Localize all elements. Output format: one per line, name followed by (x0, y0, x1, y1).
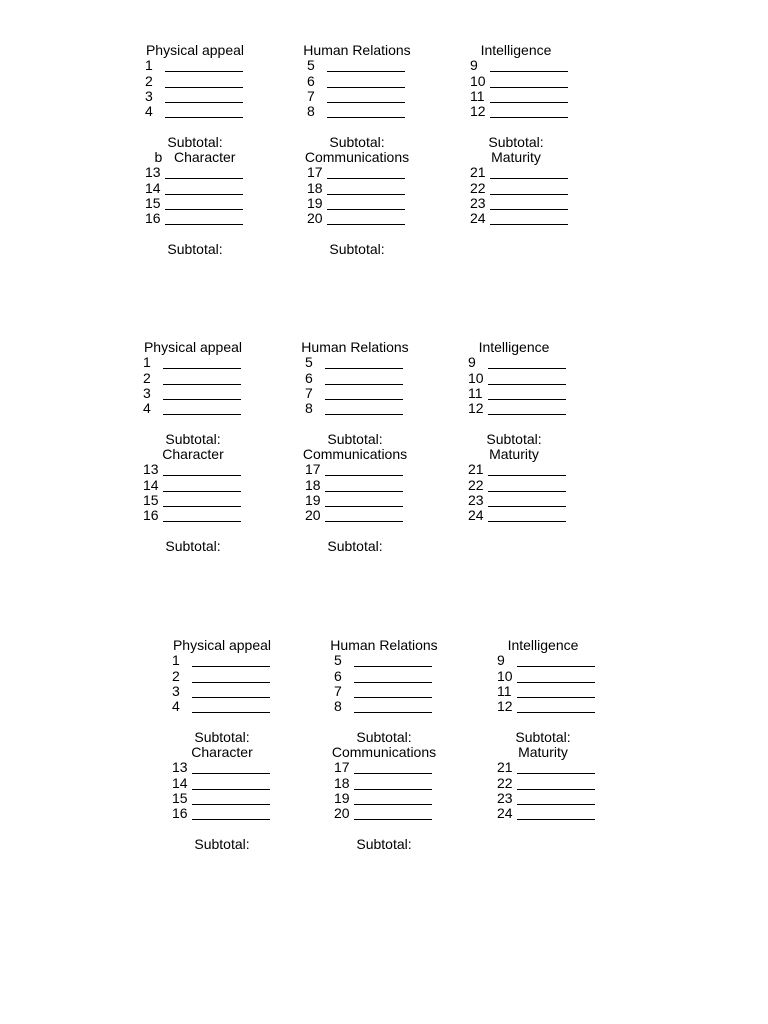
answer-blank[interactable] (165, 90, 243, 103)
score-row (301, 400, 403, 416)
score-row (464, 461, 566, 477)
item-number: 3 (172, 683, 180, 699)
answer-blank[interactable] (165, 75, 243, 88)
answer-blank[interactable] (517, 761, 595, 774)
item-number: 16 (145, 210, 161, 226)
score-row (139, 385, 241, 401)
answer-blank[interactable] (325, 356, 403, 369)
answer-blank[interactable] (488, 372, 566, 385)
answer-blank[interactable] (327, 105, 405, 118)
item-number: 1 (172, 652, 180, 668)
answer-blank[interactable] (192, 670, 270, 683)
score-row (303, 195, 405, 211)
answer-blank[interactable] (192, 807, 270, 820)
score-row (141, 57, 243, 73)
answer-blank[interactable] (490, 75, 568, 88)
score-row (141, 103, 243, 119)
answer-blank[interactable] (192, 685, 270, 698)
item-number: 15 (172, 790, 188, 806)
score-row (168, 790, 270, 806)
category-heading: Human Relations (330, 637, 438, 653)
answer-blank[interactable] (490, 90, 568, 103)
item-number: 22 (470, 180, 486, 196)
score-row (493, 790, 595, 806)
score-row (303, 210, 405, 226)
item-number: 16 (143, 507, 159, 523)
score-row (466, 210, 568, 226)
score-row (303, 57, 405, 73)
category-heading: Intelligence (478, 339, 550, 355)
answer-blank[interactable] (163, 463, 241, 476)
score-row (301, 507, 403, 523)
item-number: 17 (305, 461, 321, 477)
score-row (466, 103, 568, 119)
subtotal-label: Subtotal: (194, 729, 250, 745)
item-number: 15 (143, 492, 159, 508)
subtotal-label: Subtotal: (327, 431, 383, 447)
category-heading: Physical appeal (143, 339, 243, 355)
score-row (139, 492, 241, 508)
item-number: 21 (468, 461, 484, 477)
answer-blank[interactable] (517, 670, 595, 683)
item-number: 5 (307, 57, 315, 73)
answer-blank[interactable] (325, 494, 403, 507)
answer-blank[interactable] (490, 166, 568, 179)
subtotal-label: Subtotal: (488, 134, 544, 150)
score-row (493, 775, 595, 791)
answer-blank[interactable] (517, 807, 595, 820)
score-row (168, 759, 270, 775)
answer-blank[interactable] (327, 59, 405, 72)
score-row (139, 507, 241, 523)
answer-blank[interactable] (517, 792, 595, 805)
subtotal-label: Subtotal: (165, 538, 221, 554)
item-number: 6 (307, 73, 315, 89)
item-number: 23 (497, 790, 513, 806)
category-heading: Maturity (491, 149, 541, 165)
subtotal-label: Subtotal: (356, 836, 412, 852)
score-row (464, 492, 566, 508)
answer-blank[interactable] (517, 700, 595, 713)
item-number: 9 (468, 354, 476, 370)
score-row (464, 477, 566, 493)
score-sheet-3 (168, 637, 648, 877)
item-number: 5 (334, 652, 342, 668)
item-number: 19 (307, 195, 323, 211)
item-number: 10 (468, 370, 484, 386)
score-row (141, 210, 243, 226)
score-row (466, 88, 568, 104)
item-number: 21 (470, 164, 486, 180)
subtotal-label: Subtotal: (515, 729, 571, 745)
answer-blank[interactable] (192, 700, 270, 713)
item-number: 14 (172, 775, 188, 791)
answer-blank[interactable] (488, 509, 566, 522)
answer-blank[interactable] (490, 212, 568, 225)
answer-blank[interactable] (354, 792, 432, 805)
category-heading: Communications (331, 744, 437, 760)
item-number: 8 (307, 103, 315, 119)
item-number: 23 (470, 195, 486, 211)
answer-blank[interactable] (192, 777, 270, 790)
score-sheet-1 (141, 42, 621, 282)
score-row (168, 805, 270, 821)
score-row (168, 668, 270, 684)
score-row (303, 88, 405, 104)
category-heading: b Character (154, 149, 236, 165)
answer-blank[interactable] (165, 105, 243, 118)
category-heading: Communications (302, 446, 408, 462)
item-number: 17 (334, 759, 350, 775)
score-row (139, 354, 241, 370)
item-number: 7 (334, 683, 342, 699)
score-row (330, 698, 432, 714)
answer-blank[interactable] (325, 463, 403, 476)
answer-blank[interactable] (165, 182, 243, 195)
item-number: 11 (497, 683, 512, 699)
item-number: 7 (307, 88, 315, 104)
answer-blank[interactable] (163, 372, 241, 385)
subtotal-label: Subtotal: (167, 134, 223, 150)
score-row (301, 354, 403, 370)
answer-blank[interactable] (327, 90, 405, 103)
item-number: 24 (497, 805, 513, 821)
item-number: 8 (305, 400, 313, 416)
answer-blank[interactable] (354, 654, 432, 667)
answer-blank[interactable] (163, 402, 241, 415)
score-row (303, 103, 405, 119)
answer-blank[interactable] (354, 761, 432, 774)
item-number: 8 (334, 698, 342, 714)
item-number: 24 (470, 210, 486, 226)
item-number: 3 (143, 385, 151, 401)
score-row (493, 759, 595, 775)
item-number: 20 (305, 507, 321, 523)
answer-blank[interactable] (325, 387, 403, 400)
answer-blank[interactable] (163, 479, 241, 492)
item-number: 20 (307, 210, 323, 226)
item-number: 4 (145, 103, 153, 119)
answer-blank[interactable] (354, 807, 432, 820)
score-row (493, 805, 595, 821)
subtotal-label: Subtotal: (167, 241, 223, 257)
score-row (301, 477, 403, 493)
answer-blank[interactable] (163, 356, 241, 369)
category-heading: Intelligence (480, 42, 552, 58)
category-heading: Character (162, 446, 224, 462)
score-row (466, 195, 568, 211)
item-number: 9 (470, 57, 478, 73)
answer-blank[interactable] (192, 792, 270, 805)
answer-blank[interactable] (354, 777, 432, 790)
answer-blank[interactable] (517, 777, 595, 790)
item-number: 1 (145, 57, 153, 73)
score-row (141, 180, 243, 196)
category-heading: Maturity (489, 446, 539, 462)
answer-blank[interactable] (517, 654, 595, 667)
category-heading: Communications (304, 149, 410, 165)
answer-blank[interactable] (488, 402, 566, 415)
score-row (330, 683, 432, 699)
item-number: 21 (497, 759, 513, 775)
item-number: 14 (145, 180, 161, 196)
score-row (303, 164, 405, 180)
item-number: 17 (307, 164, 323, 180)
score-row (301, 461, 403, 477)
answer-blank[interactable] (488, 387, 566, 400)
item-number: 4 (172, 698, 180, 714)
score-row (141, 73, 243, 89)
item-number: 7 (305, 385, 313, 401)
answer-blank[interactable] (325, 402, 403, 415)
answer-blank[interactable] (490, 105, 568, 118)
subtotal-label: Subtotal: (165, 431, 221, 447)
score-row (301, 492, 403, 508)
category-heading: Character (191, 744, 253, 760)
score-row (139, 461, 241, 477)
answer-blank[interactable] (488, 356, 566, 369)
score-row (464, 400, 566, 416)
score-row (330, 759, 432, 775)
item-number: 1 (143, 354, 151, 370)
answer-blank[interactable] (488, 463, 566, 476)
answer-blank[interactable] (327, 212, 405, 225)
category-heading: Physical appeal (172, 637, 272, 653)
item-number: 16 (172, 805, 188, 821)
item-number: 19 (305, 492, 321, 508)
answer-blank[interactable] (165, 59, 243, 72)
score-row (466, 180, 568, 196)
score-row (493, 668, 595, 684)
item-number: 10 (470, 73, 486, 89)
category-heading: Intelligence (507, 637, 579, 653)
score-row (330, 668, 432, 684)
score-row (141, 88, 243, 104)
score-row (464, 507, 566, 523)
item-number: 13 (172, 759, 188, 775)
answer-blank[interactable] (517, 685, 595, 698)
score-row (301, 385, 403, 401)
score-row (464, 385, 566, 401)
answer-blank[interactable] (163, 494, 241, 507)
score-row (139, 370, 241, 386)
score-row (168, 652, 270, 668)
item-number: 18 (307, 180, 323, 196)
subtotal-label: Subtotal: (329, 134, 385, 150)
score-row (493, 698, 595, 714)
score-row (330, 790, 432, 806)
item-number: 22 (468, 477, 484, 493)
item-number: 4 (143, 400, 151, 416)
item-number: 3 (145, 88, 153, 104)
category-heading: Human Relations (303, 42, 411, 58)
item-number: 2 (172, 668, 180, 684)
score-row (168, 698, 270, 714)
answer-blank[interactable] (165, 212, 243, 225)
score-row (466, 164, 568, 180)
score-row (168, 683, 270, 699)
answer-blank[interactable] (354, 700, 432, 713)
score-row (141, 195, 243, 211)
score-row (464, 354, 566, 370)
subtotal-label: Subtotal: (329, 241, 385, 257)
score-row (464, 370, 566, 386)
score-row (139, 400, 241, 416)
item-number: 9 (497, 652, 505, 668)
item-number: 15 (145, 195, 161, 211)
item-number: 2 (145, 73, 153, 89)
score-row (168, 775, 270, 791)
item-number: 11 (468, 385, 483, 401)
answer-blank[interactable] (163, 387, 241, 400)
item-number: 19 (334, 790, 350, 806)
category-heading: Maturity (518, 744, 568, 760)
score-row (330, 775, 432, 791)
score-row (303, 180, 405, 196)
subtotal-label: Subtotal: (356, 729, 412, 745)
score-row (330, 805, 432, 821)
score-row (301, 370, 403, 386)
item-number: 6 (305, 370, 313, 386)
answer-blank[interactable] (327, 166, 405, 179)
answer-blank[interactable] (192, 761, 270, 774)
score-row (466, 73, 568, 89)
category-heading: Physical appeal (145, 42, 245, 58)
answer-blank[interactable] (354, 670, 432, 683)
score-sheet-2 (139, 339, 619, 579)
answer-blank[interactable] (165, 197, 243, 210)
category-heading: Human Relations (301, 339, 409, 355)
score-row (330, 652, 432, 668)
answer-blank[interactable] (490, 197, 568, 210)
answer-blank[interactable] (490, 182, 568, 195)
answer-blank[interactable] (488, 479, 566, 492)
score-row (493, 683, 595, 699)
item-number: 24 (468, 507, 484, 523)
item-number: 22 (497, 775, 513, 791)
answer-blank[interactable] (354, 685, 432, 698)
answer-blank[interactable] (327, 182, 405, 195)
item-number: 23 (468, 492, 484, 508)
answer-blank[interactable] (490, 59, 568, 72)
item-number: 13 (145, 164, 161, 180)
item-number: 14 (143, 477, 159, 493)
answer-blank[interactable] (163, 509, 241, 522)
subtotal-label: Subtotal: (486, 431, 542, 447)
subtotal-label: Subtotal: (327, 538, 383, 554)
subtotal-label: Subtotal: (194, 836, 250, 852)
item-number: 2 (143, 370, 151, 386)
score-row (466, 57, 568, 73)
score-row (303, 73, 405, 89)
item-number: 18 (334, 775, 350, 791)
answer-blank[interactable] (488, 494, 566, 507)
item-number: 5 (305, 354, 313, 370)
item-number: 20 (334, 805, 350, 821)
item-number: 18 (305, 477, 321, 493)
answer-blank[interactable] (165, 166, 243, 179)
answer-blank[interactable] (325, 509, 403, 522)
item-number: 11 (470, 88, 485, 104)
item-number: 10 (497, 668, 513, 684)
item-number: 12 (470, 103, 486, 119)
score-row (141, 164, 243, 180)
item-number: 12 (468, 400, 484, 416)
answer-blank[interactable] (327, 197, 405, 210)
answer-blank[interactable] (327, 75, 405, 88)
answer-blank[interactable] (325, 372, 403, 385)
score-row (493, 652, 595, 668)
answer-blank[interactable] (192, 654, 270, 667)
score-row (139, 477, 241, 493)
item-number: 13 (143, 461, 159, 477)
item-number: 12 (497, 698, 513, 714)
item-number: 6 (334, 668, 342, 684)
answer-blank[interactable] (325, 479, 403, 492)
